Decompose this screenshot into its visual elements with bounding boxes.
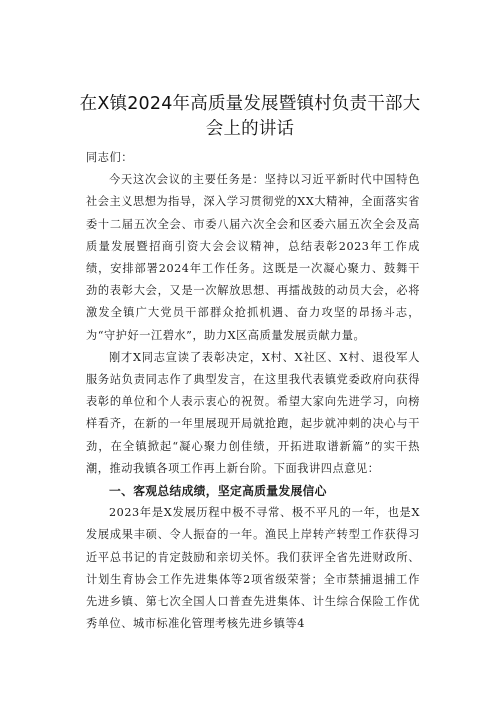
title-line-2: 会上的讲话 [205, 119, 295, 139]
document-title [60, 92, 440, 142]
paragraph-1: 今天这次会议的主要任务是：坚持以习近平新时代中国特色社会主义思想为指导，深入学习贯彻党的XX大精神，全面落实省委十二届五次全会、市委八届六次全会和区委六届五次全会及高质量发展暨招商引资大会会议精神，总结表彰2023年工作成绩，安排部署2024年工作任务。这既是一次凝心聚力、鼓舞干劲的表彰大会，又是一次解放思想、再擂战鼓的动员大会，必将激发全镇广大党员干部群众抢抓机遇、奋力攻坚的昂扬斗志，为“守护好一江碧水”，助力X区高质量发展贡献力量。 [86, 173, 420, 342]
paragraph-2: 刚才X同志宣读了表彰决定，X村、X社区、X村、退役军人服务站负责同志作了典型发言，在这里我代表镇党委政府向获得表彰的单位和个人表示衷心的祝贺。希望大家向先进学习，向榜样看齐，在新的一年里展现开局就抢跑，起步就冲刺的决心与干劲，在全镇掀起“凝心聚力创佳绩，开拓进取谱新篇”的实干热潮，推动我镇各项工作再上新台阶。下面我讲四点意见： [86, 350, 420, 475]
section-1-paragraph: 2023年是X发展历程中极不寻常、极不平凡的一年，也是X发展成果丰硕、令人振奋的一年。渔民上岸转产转型工作获得习近平总书记的肯定鼓励和亲切关怀。我们获评全省先进财政所、计划生育协会工作先进集体等2项省级荣誉；全市禁捕退捕工作先进乡镇、第七次全国人口普查先进集体、计生综合保险工作优秀单位、城市标准化管理考核先进乡镇等4 [86, 506, 420, 631]
document-body [86, 147, 420, 635]
salutation: 同志们： [86, 151, 133, 164]
section-heading-1: 一、客观总结成绩，坚定高质量发展信心 [109, 484, 327, 499]
title-line-1: 在X镇2024年高质量发展暨镇村负责干部大 [79, 94, 421, 114]
